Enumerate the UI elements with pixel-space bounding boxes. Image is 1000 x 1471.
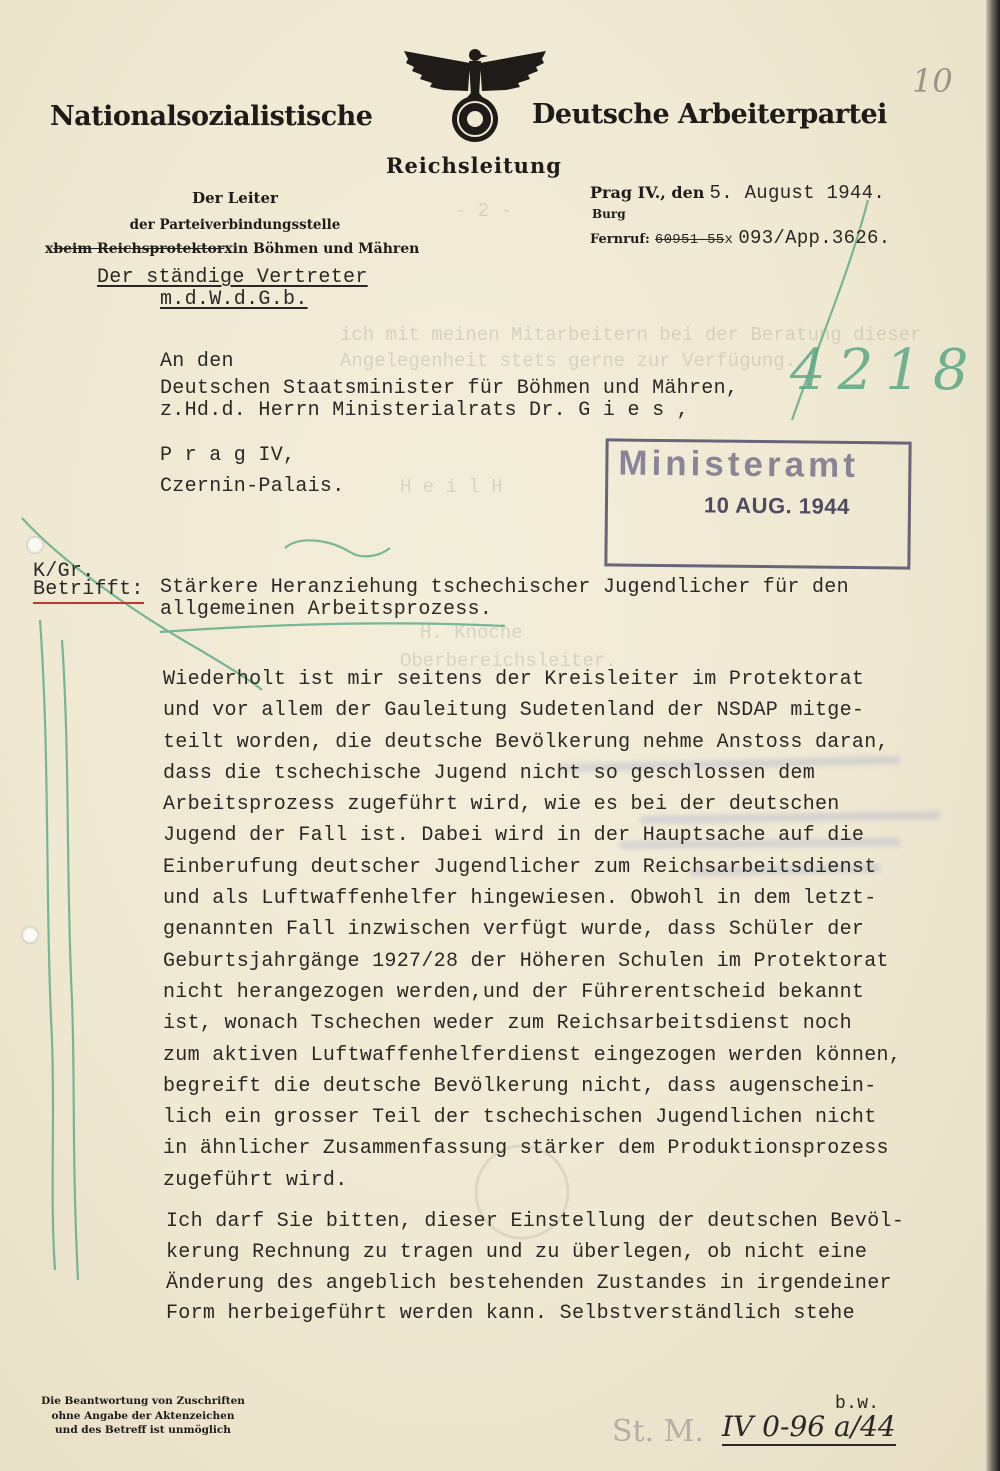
phone-label: Fernruf: <box>590 232 650 247</box>
letterhead-party-name-right: Deutsche Arbeiterpartei <box>532 99 887 130</box>
subject-label: Betrifft: <box>33 578 144 604</box>
turn-over-note: b.w. <box>835 1394 880 1414</box>
green-margin-note-stroke <box>62 640 78 1280</box>
handwritten-file-number: IV 0-96 a/44 <box>722 1410 896 1446</box>
body-line: Form herbeigeführt werden kann. Selbstverständlich stehe <box>166 1302 855 1326</box>
body-line: genannten Fall inzwischen verfügt wurde, dass Schüler der <box>163 918 865 942</box>
show-through-page-marker: - 2 - <box>455 200 513 222</box>
show-through-signature-title: Oberbereichsleiter. <box>400 650 617 672</box>
recipient-line: An den <box>160 350 234 373</box>
body-line: Jugend der Fall ist. Dabei wird in der Hauptsache auf die <box>163 824 865 848</box>
recipient-line: Czernin-Palais. <box>160 475 345 498</box>
body-line: Einberufung deutscher Jugendlicher zum Reichsarbeitsdienst <box>163 855 877 879</box>
deputy-title: Der ständige Vertreter <box>97 266 368 289</box>
body-line: teilt worden, die deutsche Bevölkerung nehme Anstoss daran, <box>163 730 889 754</box>
dateline-date: 5. August 1944. <box>709 182 886 204</box>
dateline-burg: Burg <box>592 207 626 221</box>
body-line: zugeführt wird. <box>163 1168 348 1192</box>
body-line: Arbeitsprozess zugeführt wird, wie es bei der deutschen <box>163 793 840 817</box>
recipient-line: z.Hd.d. Herrn Ministerialrats Dr. G i e s , <box>160 399 689 422</box>
received-stamp-title: Ministeramt <box>618 443 860 486</box>
dateline-place: Prag IV., den <box>590 183 705 202</box>
dateline <box>590 182 885 204</box>
phone-old-number: 60951-55 <box>654 232 725 248</box>
recipient-line: P r a g IV, <box>160 444 296 467</box>
body-line: zum aktiven Luftwaffenhelferdienst eingezogen werden können, <box>163 1043 902 1067</box>
eagle-emblem-icon <box>400 45 550 145</box>
body-line: begreift die deutsche Bevölkerung nicht, dass augenschein- <box>163 1074 877 1098</box>
footer-notice-line: ohne Angabe der Aktenzeichen <box>51 1409 235 1422</box>
footer-notice-line: und des Betreff ist unmöglich <box>55 1424 231 1436</box>
jurisdiction-text: in Böhmen und Mähren <box>232 241 420 257</box>
received-stamp <box>604 438 911 569</box>
body-paragraph <box>166 1207 904 1330</box>
sender-jurisdiction-line <box>45 241 419 257</box>
body-line: lich ein grosser Teil der tschechischen Jugendlichen nicht <box>163 1106 877 1130</box>
handwritten-sheet-number: 10 <box>912 62 953 100</box>
subject-label-wrap <box>33 578 144 601</box>
struck-jurisdiction: beim Reichsprotektor <box>53 241 225 257</box>
show-through-closing: H e i l H <box>400 476 503 498</box>
letterhead-party-name-left: Nationalsozialistische <box>50 101 373 132</box>
body-line: Ich darf Sie bitten, dieser Einstellung der deutschen Bevöl- <box>166 1210 905 1233</box>
sender-office: der Parteiverbindungsstelle <box>129 217 341 233</box>
received-stamp-date: 10 AUG. 1944 <box>703 492 850 519</box>
registry-stamp: St. M. <box>612 1414 704 1449</box>
subject-line: Stärkere Heranziehung tschechischer Jugendlicher für den <box>160 576 849 599</box>
overtype-mark: x <box>724 232 734 248</box>
overtype-mark: x <box>45 241 54 257</box>
body-line: und vor allem der Gauleitung Sudetenland der NSDAP mitge- <box>163 699 865 723</box>
phone-new-number: 093/App.3626. <box>738 227 891 249</box>
body-line: in ähnlicher Zusammenfassung stärker dem Produktionsprozess <box>163 1137 889 1161</box>
subject-line: allgemeinen Arbeitsprozess. <box>160 598 493 621</box>
green-margin-note-stroke <box>40 620 55 1270</box>
footer-notice <box>38 1394 248 1438</box>
scan-edge <box>986 0 1000 1471</box>
deputy-abbreviation: m.d.W.d.G.b. <box>160 288 308 311</box>
show-through-signature-name: H. Knoche <box>420 622 523 644</box>
show-through-line: Angelegenheit stets gerne zur Verfügung. <box>340 350 797 372</box>
body-line: kerung Rechnung zu tragen und zu überlegen, ob nicht eine <box>166 1240 868 1264</box>
overtype-mark: x <box>224 241 233 257</box>
body-line: ist, wonach Tschechen weder zum Reichsarbeitsdienst noch <box>163 1012 852 1036</box>
body-paragraph <box>163 664 901 1196</box>
body-line: und als Luftwaffenhelfer hingewiesen. Obwohl in dem letzt- <box>163 887 877 911</box>
green-scribble <box>285 540 390 556</box>
body-line: Geburtsjahrgänge 1927/28 der Höheren Schulen im Protektorat <box>163 949 889 973</box>
show-through-line: ich mit meinen Mitarbeitern bei der Beratung dieser <box>340 324 922 346</box>
body-line: Wiederholt ist mir seitens der Kreisleiter im Protektorat <box>163 668 865 691</box>
letterhead-department: Reichsleitung <box>386 153 562 178</box>
body-line: dass die tschechische Jugend nicht so geschlossen dem <box>163 761 816 785</box>
sender-title: Der Leiter <box>192 189 278 207</box>
body-line: nicht herangezogen werden,und der Führerentscheid bekannt <box>163 980 865 1004</box>
phone-line <box>590 227 890 249</box>
punch-hole <box>26 536 44 554</box>
punch-hole <box>21 926 39 944</box>
recipient-line: Deutschen Staatsminister für Böhmen und Mähren, <box>160 377 739 400</box>
body-line: Änderung des angeblich bestehenden Zustandes in irgendeiner <box>166 1271 892 1295</box>
reference-initials: K/Gr. <box>33 560 95 583</box>
green-underline-stroke <box>160 623 505 632</box>
green-handwritten-note: 4218 <box>790 338 981 403</box>
footer-notice-line: Die Beantwortung von Zuschriften <box>41 1395 245 1407</box>
